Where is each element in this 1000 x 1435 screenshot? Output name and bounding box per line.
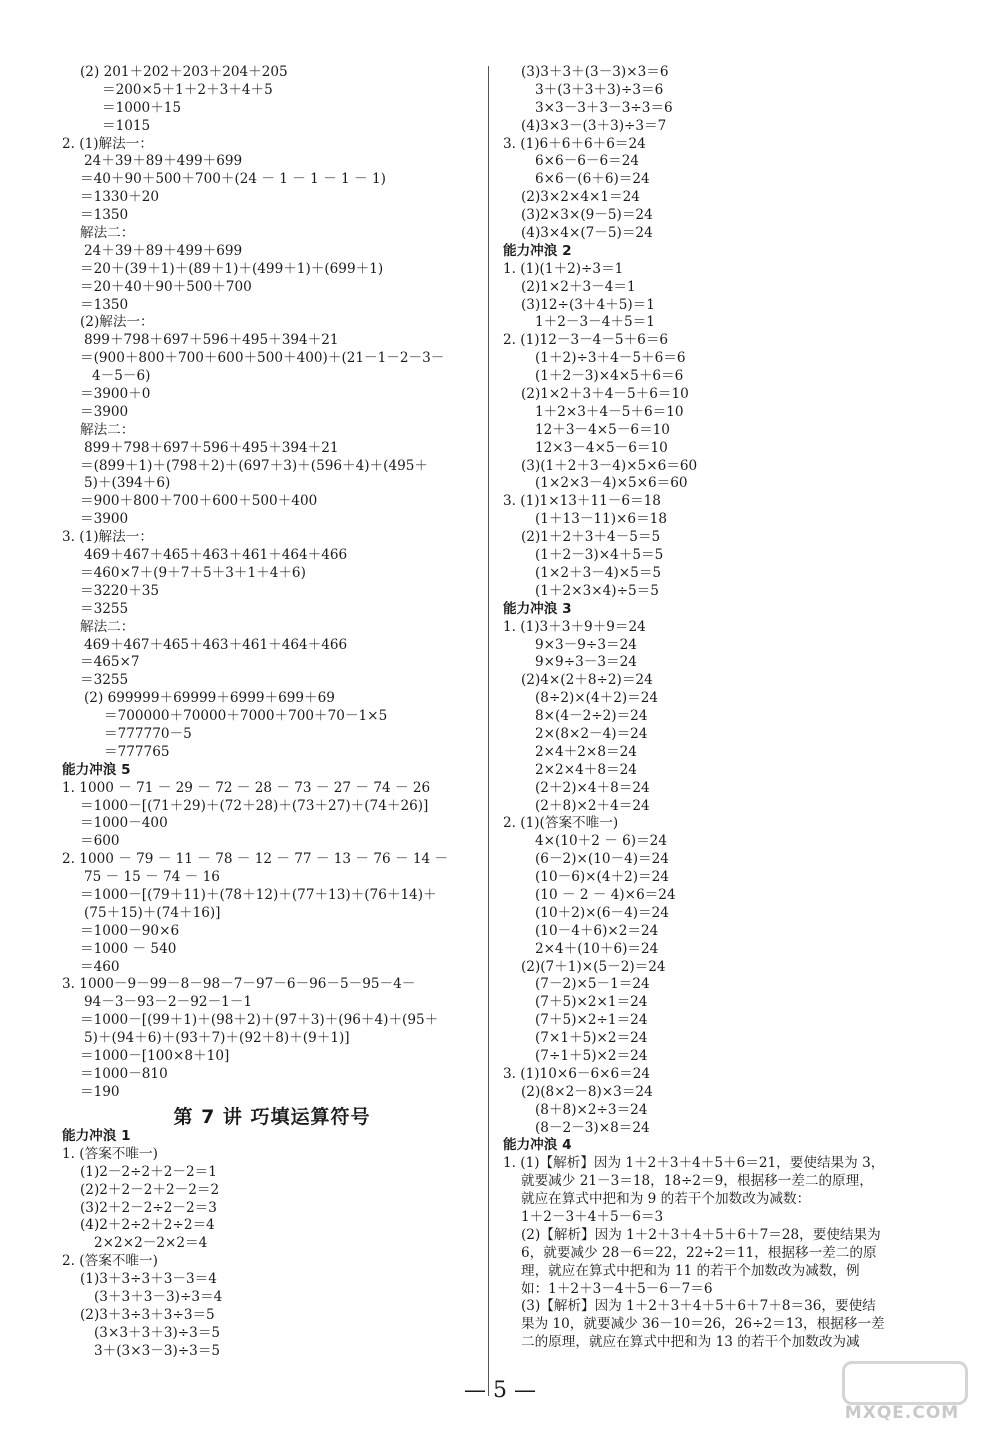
answer-line: 解法二： (80, 618, 135, 635)
answer-line: ＝190 (80, 1083, 120, 1100)
answer-line: (75＋15)＋(74＋16)] (84, 904, 221, 921)
left-bottom-section (62, 1128, 482, 1361)
answer-line: 2×2×4＋8＝24 (535, 761, 637, 778)
answer-line: (7＋5)×2×1＝24 (535, 994, 648, 1011)
answer-line: (7＋5)×2÷1＝24 (535, 1012, 648, 1029)
answer-line: ＝(900＋800＋700＋600＋500＋400)＋(21－1－2－3－ (80, 350, 445, 367)
answer-line: 2. (1)12－3－4－5＋6＝6 (503, 332, 669, 349)
answer-line: 899＋798＋697＋596＋495＋394＋21 (84, 439, 339, 456)
answer-line: 12＋3－4×5－6＝10 (535, 421, 670, 438)
lecture-title: 第 7 讲 巧填运算符号 (173, 1106, 371, 1128)
answer-line: 解法二： (80, 225, 135, 242)
section-heading: 能力冲浪 2 (503, 242, 572, 259)
answer-line: ＝900＋800＋700＋600＋500＋400 (80, 493, 318, 510)
answer-line: 二的原理，就应在算式中把和为 13 的若干个加数改为减 (521, 1334, 860, 1351)
answer-line: 6，就要减少 28－6＝22，22÷2＝11，根据移一差二的原 (521, 1244, 877, 1261)
answer-line: ＝777770－5 (104, 725, 192, 742)
answer-line: (10－6)×(4＋2)＝24 (535, 869, 669, 886)
answer-line: ＝465×7 (80, 654, 140, 671)
answer-line: 1. 1000 － 71 － 29 － 72 － 28 － 73 － 27 － 74 － 26 (62, 779, 431, 796)
section-heading: 能力冲浪 4 (503, 1137, 572, 1154)
answer-line: 1. (答案不唯一) (62, 1145, 158, 1162)
answer-line: (1×2＋3－4)×5＝5 (535, 564, 662, 581)
answer-line: (2＋2)×4＋8＝24 (535, 779, 650, 796)
answer-line: ＝20＋(39＋1)＋(89＋1)＋(499＋1)＋(699＋1) (80, 260, 384, 277)
answer-line: ＝3255 (80, 672, 129, 689)
answer-line: 6×6－6－6＝24 (535, 153, 640, 170)
answer-line: 24＋39＋89＋499＋699 (84, 153, 243, 170)
answer-line: 就应在算式中把和为 9 的若干个加数改为减数： (521, 1191, 811, 1208)
answer-line: 4－5－6) (92, 368, 151, 385)
answer-line: (2) 201＋202＋203＋204＋205 (80, 64, 288, 80)
left-column (62, 64, 482, 1102)
answer-line: 3＋(3×3－3)÷3＝5 (94, 1342, 221, 1359)
answer-line: ＝(899＋1)＋(798＋2)＋(697＋3)＋(596＋4)＋(495＋ (80, 457, 428, 474)
answer-line: 1＋2－3＋4＋5－6＝3 (521, 1209, 664, 1225)
answer-line: (4)3×4×(7－5)＝24 (521, 225, 653, 242)
answer-line: (2)4×(2＋8÷2)＝24 (521, 672, 653, 689)
answer-line: 理，就应在算式中把和为 11 的若干个加数改为减数，例 (521, 1262, 860, 1279)
answer-line: (10－4＋6)×2＝24 (535, 922, 659, 939)
answer-line: (3)【解析】因为 1＋2＋3＋4＋5＋6＋7＋8＝36，要使结 (521, 1298, 876, 1315)
answer-line: 5)＋(94＋6)＋(93＋7)＋(92＋8)＋(9＋1)] (84, 1030, 350, 1047)
answer-line: (1＋13－11)×6＝18 (535, 511, 667, 528)
answer-line: 75 － 15 － 74 － 16 (84, 869, 220, 886)
answer-line: ＝1000－810 (80, 1065, 168, 1082)
answer-line: 469＋467＋465＋463＋461＋464＋466 (84, 636, 348, 653)
answer-line: 2×4＋2×8＝24 (535, 743, 637, 760)
answer-line: 2×4＋(10＋6)＝24 (535, 940, 659, 957)
answer-line: (2)解法一： (80, 314, 154, 331)
watermark-text: MXQE.COM (844, 1403, 960, 1423)
answer-line: (4)2＋2÷2＋2÷2＝4 (80, 1217, 215, 1234)
answer-line: (2)【解析】因为 1＋2＋3＋4＋5＋6＋7＝28，要使结果为 (521, 1226, 881, 1243)
answer-line: 3×3－3＋3－3÷3＝6 (535, 99, 673, 116)
answer-line: 6×6－(6＋6)＝24 (535, 171, 650, 188)
answer-line: ＝3220＋35 (80, 582, 160, 599)
answer-line: ＝200×5＋1＋2＋3＋4＋5 (102, 81, 273, 98)
answer-line: 2×2×2－2×2＝4 (94, 1235, 208, 1252)
answer-line: (2)3×2×4×1＝24 (521, 189, 640, 206)
answer-line: 24＋39＋89＋499＋699 (84, 242, 243, 259)
answer-line: ＝1330＋20 (80, 189, 160, 206)
answer-line: (3×3＋3＋3)÷3＝5 (94, 1324, 221, 1341)
right-column (503, 64, 943, 1352)
answer-line: (2)1×2＋3＋4－5＋6＝10 (521, 386, 689, 403)
answer-line: (3)2×3×(9－5)＝24 (521, 207, 653, 224)
page-number: — 5 — (464, 1378, 536, 1403)
answer-line: (1)3＋3÷3＋3－3＝4 (80, 1271, 217, 1288)
answer-line: (2) 699999＋69999＋6999＋699＋69 (84, 690, 335, 707)
answer-line: ＝1000＋15 (102, 99, 182, 116)
answer-line: 1. (1)3＋3＋9＋9＝24 (503, 618, 646, 635)
answer-line: ＝1000－[(71＋29)＋(72＋28)＋(73＋27)＋(74＋26)] (80, 797, 429, 814)
answer-line: (10 － 2 － 4)×6＝24 (535, 886, 676, 903)
answer-line: (3＋3＋3－3)÷3＝4 (94, 1289, 223, 1306)
answer-line: (2)(8×2－8)×3＝24 (521, 1083, 653, 1100)
answer-line: ＝1350 (80, 207, 129, 224)
answer-line: ＝3900＋0 (80, 386, 151, 403)
answer-line: 如：1＋2＋3－4＋5－6－7＝6 (521, 1280, 713, 1297)
answer-line: 8×(4－2÷2)＝24 (535, 708, 648, 725)
answer-line: 3. (1)6＋6＋6＋6＝24 (503, 135, 646, 152)
answer-line: ＝1000 － 540 (80, 940, 177, 957)
answer-line: ＝1000－[(99＋1)＋(98＋2)＋(97＋3)＋(96＋4)＋(95＋ (80, 1012, 439, 1029)
answer-line: (2＋8)×2＋4＝24 (535, 797, 650, 814)
answer-line: (1＋2)÷3＋4－5＋6＝6 (535, 350, 686, 367)
answer-line: ＝777765 (104, 743, 170, 760)
answer-line: (3)12÷(3＋4＋5)＝1 (521, 296, 655, 313)
answer-line: (1)2－2÷2＋2－2＝1 (80, 1163, 217, 1180)
answer-line: (1＋2×3×4)÷5＝5 (535, 582, 659, 599)
answer-line: (1＋2－3)×4×5＋6＝6 (535, 368, 684, 385)
answer-line: (8－2－3)×8＝24 (535, 1119, 650, 1136)
answer-line: 果为 10，就要减少 36－10＝26，26÷2＝13，根据移一差 (521, 1316, 885, 1333)
answer-line: ＝3255 (80, 600, 129, 617)
answer-line: (1＋2－3)×4＋5＝5 (535, 547, 664, 564)
answer-line: (2)3＋3÷3＋3÷3＝5 (80, 1306, 215, 1323)
answer-line: 3. (1)10×6－6×6＝24 (503, 1065, 651, 1082)
answer-line: 1. (1)(1＋2)÷3＝1 (503, 260, 624, 277)
section-heading: 能力冲浪 1 (62, 1128, 131, 1144)
answer-line: ＝3900 (80, 511, 129, 528)
answer-line: (3)2＋2－2÷2－2＝3 (80, 1199, 217, 1216)
watermark-logo (822, 1361, 982, 1423)
answer-line: 2. 1000 － 79 － 11 － 78 － 12 － 77 － 13 － 76 － 14 － (62, 851, 449, 868)
answer-line: (3)(1＋2＋3－4)×5×6＝60 (521, 457, 698, 474)
column-divider (488, 66, 489, 1396)
answer-line: ＝1350 (80, 296, 129, 313)
answer-line: 2. (1)(答案不唯一) (503, 815, 619, 832)
answer-line: (7×1＋5)×2＝24 (535, 1030, 648, 1047)
answer-line: 5)＋(394＋6) (84, 475, 171, 492)
answer-line: 9×3－9÷3＝24 (535, 636, 637, 653)
answer-line: (8÷2)×(4＋2)＝24 (535, 690, 659, 707)
answer-line: (3)3＋3＋(3－3)×3＝6 (521, 64, 669, 80)
answer-line: ＝460 (80, 958, 120, 975)
section-heading: 能力冲浪 5 (62, 761, 131, 778)
watermark-badge-icon (842, 1361, 968, 1405)
answer-line: (6－2)×(10－4)＝24 (535, 851, 669, 868)
answer-line: 1＋2×3＋4－5＋6＝10 (535, 403, 684, 420)
answer-line: ＝1000－[(79＋11)＋(78＋12)＋(77＋13)＋(76＋14)＋ (80, 886, 437, 903)
answer-line: 899＋798＋697＋596＋495＋394＋21 (84, 332, 339, 349)
answer-line: 469＋467＋465＋463＋461＋464＋466 (84, 547, 348, 564)
answer-line: ＝1000－400 (80, 815, 168, 832)
section-heading: 能力冲浪 3 (503, 600, 572, 617)
answer-line: 1. (1)【解析】因为 1＋2＋3＋4＋5＋6＝21，要使结果为 3， (503, 1155, 885, 1172)
answer-line: ＝1000－90×6 (80, 922, 180, 939)
answer-line: ＝1015 (102, 117, 151, 134)
answer-line: ＝700000＋70000＋7000＋700＋70－1×5 (104, 708, 388, 725)
answer-line: 12×3－4×5－6＝10 (535, 439, 668, 456)
answer-line: 3. (1)1×13＋11－6＝18 (503, 493, 661, 510)
answer-line: ＝1000－[100×8＋10] (80, 1047, 230, 1064)
answer-line: (2)1×2＋3－4＝1 (521, 278, 636, 295)
answer-line: 94－3－93－2－92－1－1 (84, 994, 253, 1011)
answer-line: 1＋2－3－4＋5＝1 (535, 314, 655, 331)
answer-line: 3. 1000－9－99－8－98－7－97－6－96－5－95－4－ (62, 976, 416, 993)
answer-line: 3. (1)解法一： (62, 529, 153, 546)
answer-line: 2×(8×2－4)＝24 (535, 725, 648, 742)
answer-line: (7－2)×5－1＝24 (535, 976, 650, 993)
answer-line: 9×9÷3－3＝24 (535, 654, 637, 671)
answer-line: ＝3900 (80, 403, 129, 420)
answer-line: 解法二： (80, 421, 135, 438)
answer-line: ＝40＋90＋500＋700＋(24 － 1 － 1 － 1 － 1) (80, 171, 386, 188)
answer-line: (2)2＋2－2＋2－2＝2 (80, 1181, 220, 1198)
answer-line: ＝20＋40＋90＋500＋700 (80, 278, 252, 295)
answer-line: (2)1＋2＋3＋4－5＝5 (521, 529, 661, 546)
answer-line: 就要减少 21－3＝18，18÷2＝9，根据移一差二的原理， (521, 1173, 873, 1190)
answer-line: (1×2×3－4)×5×6＝60 (535, 475, 688, 492)
answer-line: (10＋2)×(6－4)＝24 (535, 904, 669, 921)
answer-line: (7÷1＋5)×2＝24 (535, 1047, 648, 1064)
answer-line: 3＋(3＋3＋3)÷3＝6 (535, 81, 664, 98)
answer-line: ＝600 (80, 833, 120, 850)
answer-line: 4×(10＋2 － 6)＝24 (535, 833, 667, 850)
answer-line: 2. (答案不唯一) (62, 1253, 158, 1270)
answer-line: ＝460×7＋(9＋7＋5＋3＋1＋4＋6) (80, 564, 306, 581)
answer-line: (8＋8)×2÷3＝24 (535, 1101, 648, 1118)
answer-line: 2. (1)解法一： (62, 135, 153, 152)
answer-line: (4)3×3－(3＋3)÷3＝7 (521, 117, 667, 134)
answer-line: (2)(7＋1)×(5－2)＝24 (521, 958, 666, 975)
